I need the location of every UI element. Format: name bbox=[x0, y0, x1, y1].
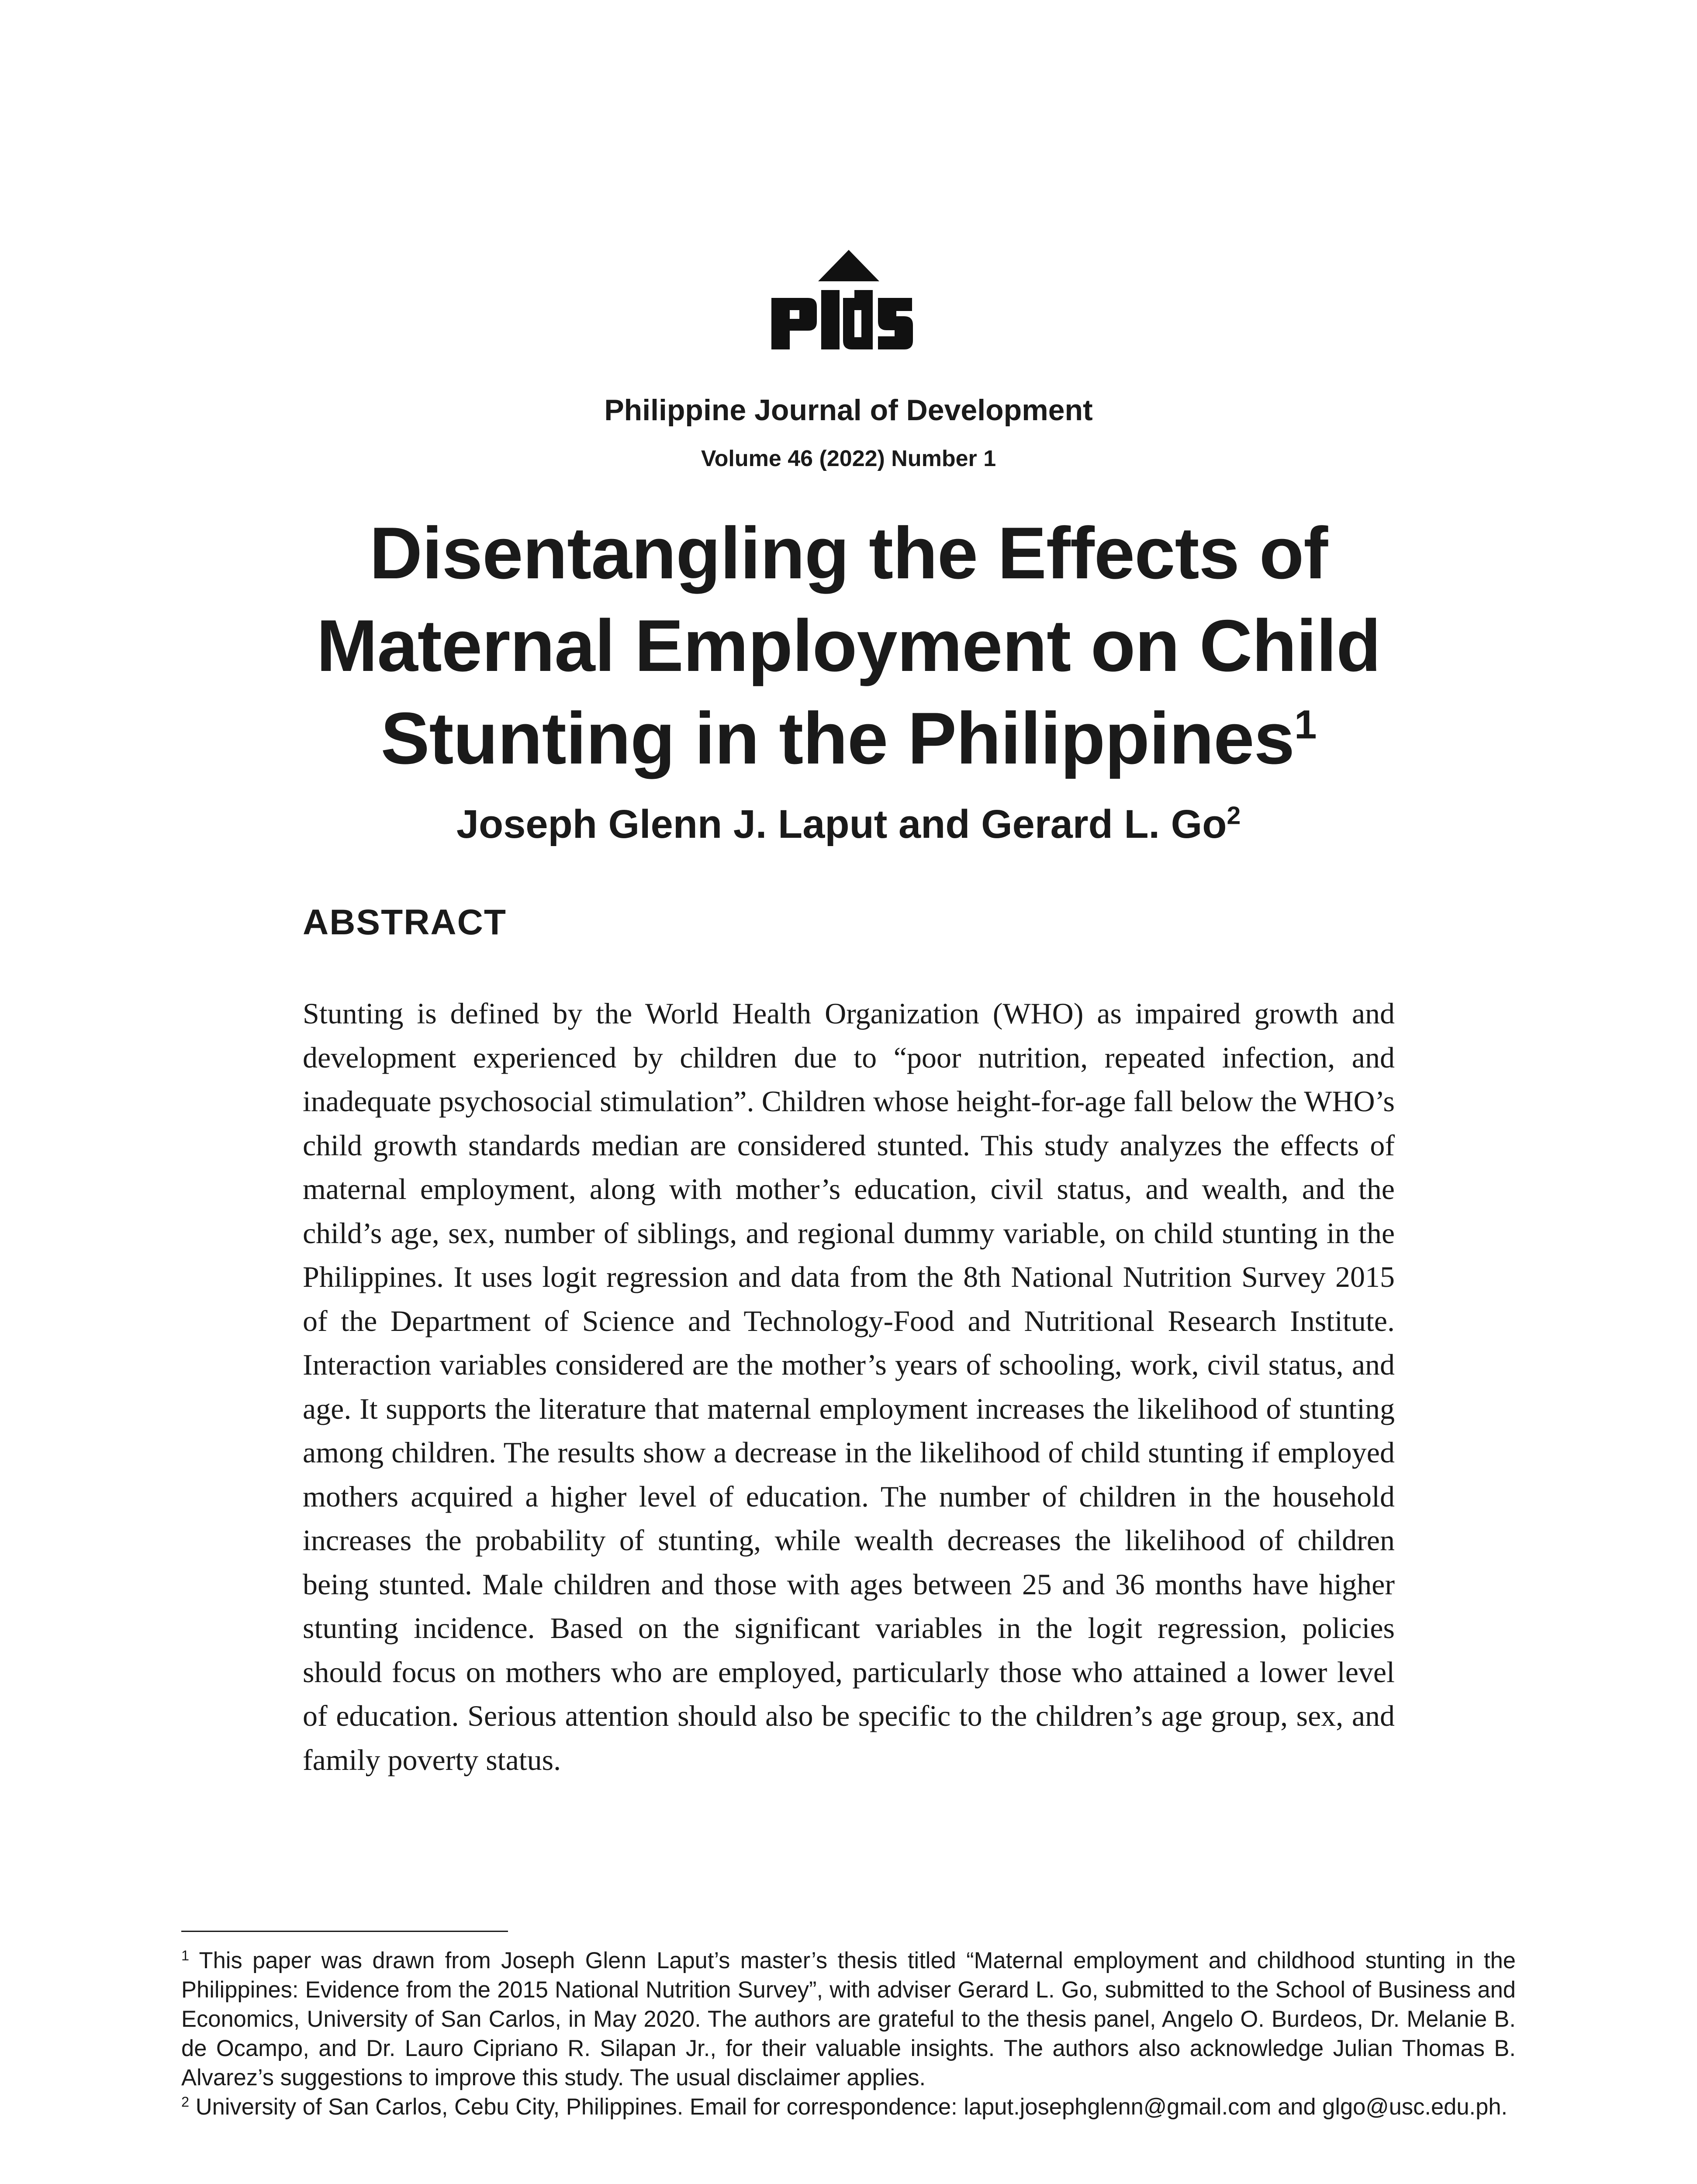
authors bbox=[0, 802, 1697, 847]
footnote-1 bbox=[181, 1946, 1516, 2092]
footnote-divider bbox=[181, 1931, 508, 1932]
authors-text: Joseph Glenn J. Laput and Gerard L. Go bbox=[456, 802, 1227, 847]
footnote-2-mark: 2 bbox=[181, 2094, 190, 2110]
title-line-3-text: Stunting in the Philippines bbox=[380, 697, 1295, 779]
journal-volume: Volume 46 (2022) Number 1 bbox=[701, 446, 996, 471]
footnote-1-text: This paper was drawn from Joseph Glenn Laput’s master’s thesis titled “Maternal employment and childhood stunting in the Philippines: Evidence from the 2015 National Nutrition Survey”, with adviser Gerard L. Go, submitted to the School of Business and Economics, University of San Carlos, in May 2020. The authors are grateful to the thesis panel, Angelo O. Burdeos, Dr. Melanie B. de Ocampo, and Dr. Lauro Cipriano R. Silapan Jr., for their valuable insights. The authors also acknowledge Julian Thomas B. Alvarez’s suggestions to improve this study. The usual disclaimer applies. bbox=[181, 1948, 1516, 2091]
title-line-2: Maternal Employment on Child bbox=[316, 605, 1381, 687]
authors-footnote-mark[interactable]: 2 bbox=[1227, 802, 1241, 830]
title-line-1: Disentangling the Effects of bbox=[369, 512, 1328, 594]
abstract-body: Stunting is defined by the World Health Organization (WHO) as impaired growth and development experienced by children due to “poor nutrition, repeated infection, and inadequate psychosocial stimulation”. Children whose height-for-age fall below the WHO’s child growth standards median are considered stunted. This study analyzes the effects of maternal employment, along with mother’s education, civil status, and wealth, and the child’s age, sex, number of siblings, and regional dummy variable, on child stunting in the Philippines. It uses logit regression and data from the 8th National Nutrition Survey 2015 of the Department of Science and Technology-Food and Nutritional Research Institute. Interaction variables considered are the mother’s years of schooling, work, civil status, and age. It supports the literature that maternal employment increases the likelihood of stunting among children. The results show a decrease in the likelihood of child stunting if employed mothers acquired a higher level of education. The number of children in the household increases the probability of stunting, while wealth decreases the likelihood of children being stunted. Male children and those with ages between 25 and 36 months have higher stunting incidence. Based on the significant variables in the logit regression, policies should focus on mothers who are employed, particularly those who attained a lower level of education. Serious attention should also be specific to the children’s age group, sex, and family poverty status. bbox=[303, 997, 1395, 1776]
title-footnote-mark[interactable]: 1 bbox=[1294, 702, 1317, 747]
article-title bbox=[131, 507, 1566, 784]
abstract-heading: ABSTRACT bbox=[303, 902, 507, 942]
footnote-1-mark: 1 bbox=[181, 1948, 190, 1964]
footnotes bbox=[181, 1946, 1516, 2122]
pids-logo bbox=[768, 250, 951, 355]
journal-name: Philippine Journal of Development bbox=[604, 394, 1093, 427]
footnote-2-text: University of San Carlos, Cebu City, Philippines. Email for correspondence: laput.josephglenn@gmail.com and glgo@usc.edu.ph. bbox=[195, 2094, 1508, 2120]
footnote-2 bbox=[181, 2092, 1516, 2122]
title-line-3 bbox=[131, 692, 1566, 784]
